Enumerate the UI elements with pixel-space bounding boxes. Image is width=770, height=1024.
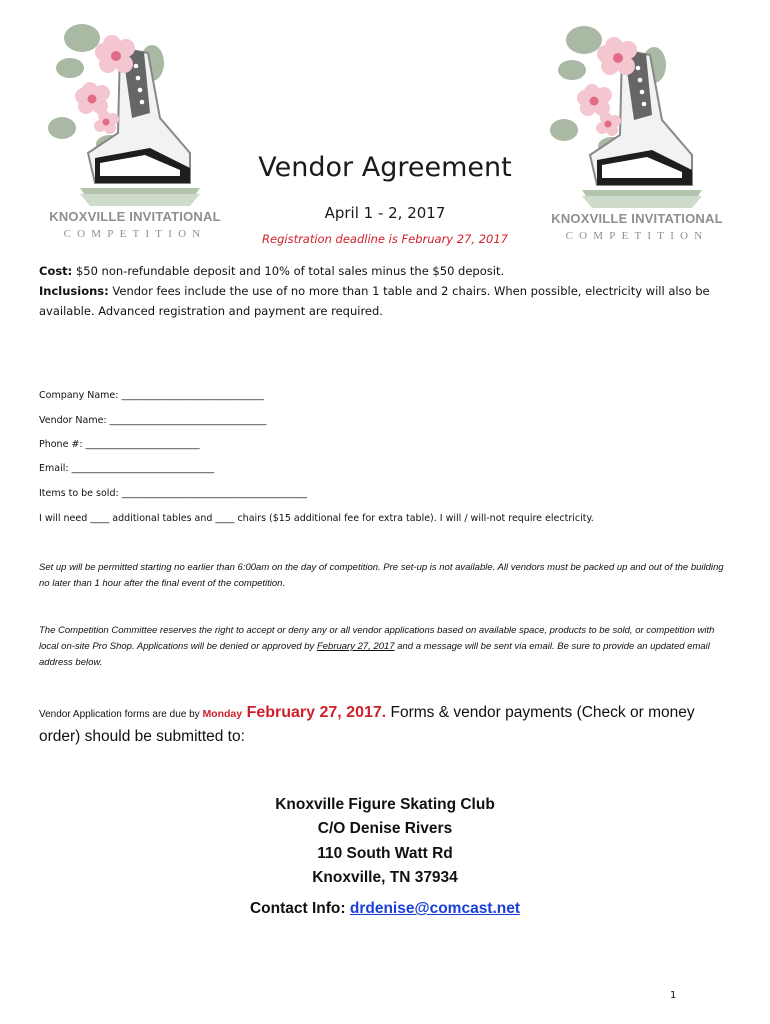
due-instructions: Forms & vendor payments (Check or money order) should be submitted to: xyxy=(39,704,695,745)
address-line-4: Knoxville, TN 37934 xyxy=(312,869,458,886)
address-line-2: C/O Denise Rivers xyxy=(317,820,453,837)
logo-subtitle: COMPETITION xyxy=(63,228,207,240)
logo-name: KNOXVILLE INVITATIONAL xyxy=(551,211,723,226)
logo-name: KNOXVILLE INVITATIONAL xyxy=(49,209,221,224)
due-weekday: Monday xyxy=(202,708,243,720)
cost-text: $50 non-refundable deposit and 10% of total sales minus the $50 deposit. xyxy=(75,264,505,278)
cost-paragraph xyxy=(39,261,719,281)
due-date: February 27, 2017. xyxy=(246,704,387,721)
skate-flower-icon xyxy=(542,20,732,220)
email-field[interactable]: Email: ______________________________ xyxy=(39,463,215,474)
committee-note xyxy=(39,623,729,671)
address-line-1: Knoxville Figure Skating Club xyxy=(275,796,495,813)
inclusions-text: Vendor fees include the use of no more than 1 table and 2 chairs. When possible, electricity will also be available. Advanced registration and payment are required. xyxy=(39,284,710,318)
company-name-field[interactable]: Company Name: ______________________________ xyxy=(39,390,264,401)
page-title: Vendor Agreement xyxy=(258,152,512,183)
contact-info xyxy=(0,900,770,918)
page-number: 1 xyxy=(670,990,677,1001)
logo-subtitle: COMPETITION xyxy=(565,230,709,242)
cost-label: Cost: xyxy=(39,264,73,278)
event-dates: April 1 - 2, 2017 xyxy=(324,204,446,222)
contact-label: Contact Info: xyxy=(249,900,346,917)
due-statement xyxy=(39,702,739,748)
phone-field[interactable]: Phone #: ________________________ xyxy=(39,439,200,450)
items-to-be-sold-field[interactable]: Items to be sold: _______________________________________ xyxy=(39,488,307,499)
committee-note-date: February 27, 2017 xyxy=(316,641,395,652)
registration-deadline: Registration deadline is February 27, 2017 xyxy=(262,232,508,246)
vendor-name-field[interactable]: Vendor Name: _________________________________ xyxy=(39,415,267,426)
contact-email-link[interactable]: drdenise@comcast.net xyxy=(349,900,521,917)
setup-note: Set up will be permitted starting no earlier than 6:00am on the day of competition. Pre set-up is not available. All vendors must be packed up and out of the building no later than 1 hour after the final event of the competition. xyxy=(39,562,724,589)
committee-note-part2: and a message will be sent via email. Be sure to provide an updated email address below. xyxy=(39,641,710,668)
logo-right xyxy=(542,20,732,260)
due-intro: Vendor Application forms are due by xyxy=(39,709,203,720)
inclusions-label: Inclusions: xyxy=(39,284,109,298)
committee-note-part1: The Competition Committee reserves the right to accept or deny any or all vendor applications based on available space, products to be sold, or competition with local on-site Pro Shop. Applications will be denied or approved by xyxy=(39,625,715,652)
tables-chairs-electricity-field[interactable]: I will need ____ additional tables and ____ chairs ($15 additional fee for extra table). I will / will-not require electricity. xyxy=(39,513,594,524)
logo-left xyxy=(40,18,230,258)
inclusions-paragraph xyxy=(39,281,719,321)
address-line-3: 110 South Watt Rd xyxy=(317,845,453,862)
skate-flower-icon xyxy=(40,18,230,218)
